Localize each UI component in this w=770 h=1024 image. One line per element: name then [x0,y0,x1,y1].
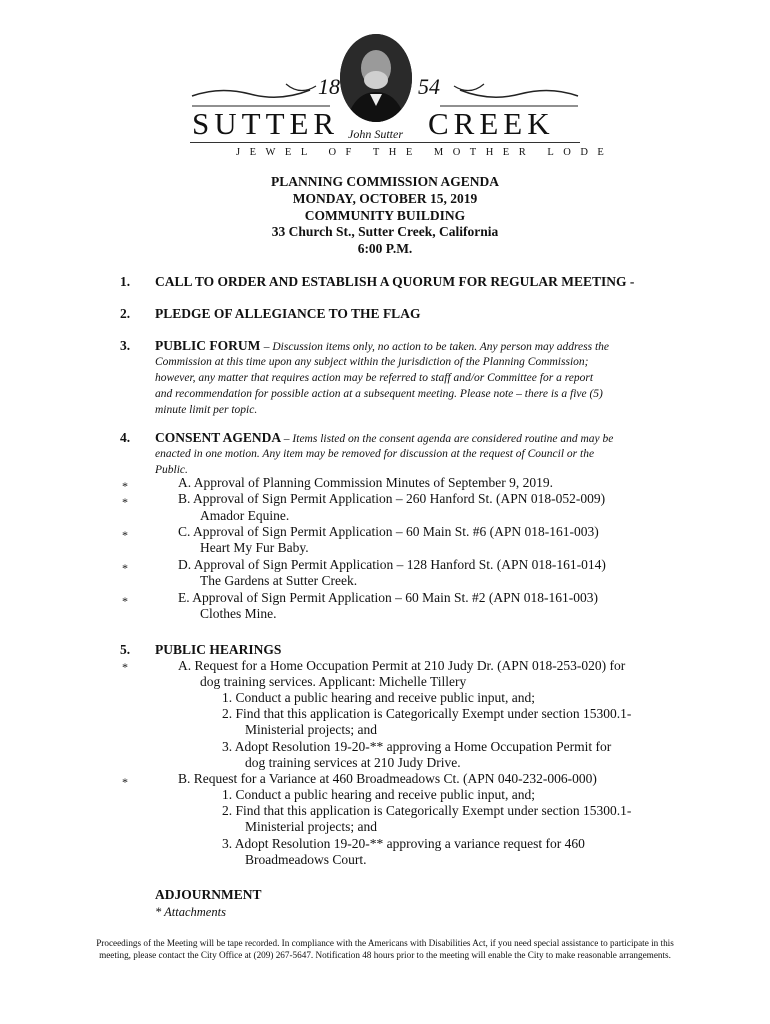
consent-item-b-detail: Amador Equine. [200,508,290,523]
consent-item-d: D. Approval of Sign Permit Application – 128 Hanford St. (APN 018-161-014) [178,557,606,572]
item-public-hearings: PUBLIC HEARINGS [155,642,282,657]
item-number: 3. [120,338,131,353]
hearing-b-step-2: 2. Find that this application is Categorically Exempt under section 15300.1- [222,803,632,818]
item-number: 4. [120,430,131,445]
consent-item-c-detail: Heart My Fur Baby. [200,540,309,555]
attachment-marker: * [122,561,128,575]
hearing-a-step-1: 1. Conduct a public hearing and receive public input, and; [222,690,536,705]
item-consent-agenda [155,430,613,446]
footer-line: meeting, please contact the City Office at (209) 267-5647. Notification 48 hours prior to the meeting will enable the City to make reasonable arrangements. [99,950,671,960]
footer-notice [40,937,730,961]
letterhead [190,34,614,164]
item-number: 1. [120,274,131,289]
consent-item-c: C. Approval of Sign Permit Application – 60 Main St. #6 (APN 018-161-003) [178,524,599,539]
item-description: – Discussion items only, no action to be taken. Any person may address the [263,341,610,353]
attachment-marker: * [122,479,128,493]
attachment-marker: * [122,495,128,509]
hearing-a-step-2: 2. Find that this application is Categorically Exempt under section 15300.1- [222,706,632,721]
attachment-marker: * [122,660,128,674]
signature: John Sutter [348,127,403,141]
attachment-marker: * [122,775,128,789]
description-line: Commission at this time upon any subject within the jurisdiction of the Planning Commission; [155,356,589,368]
consent-item-e-detail: Clothes Mine. [200,606,277,621]
hearing-b-step-2-cont: Ministerial projects; and [245,819,377,834]
meeting-venue: COMMUNITY BUILDING [304,207,466,223]
consent-agenda-description [155,446,655,478]
agenda-header [0,174,770,258]
year-right: 54 [418,74,440,99]
consent-item-b: B. Approval of Sign Permit Application – 260 Hanford St. (APN 018-052-009) [178,491,606,506]
description-line: Public. [155,464,188,476]
decorative-swirl-right [440,78,580,108]
item-description: – Items listed on the consent agenda are considered routine and may be [283,433,614,445]
agenda-title: PLANNING COMMISSION AGENDA [270,174,500,189]
hearing-a-step-2-cont: Ministerial projects; and [245,722,377,737]
item-number: 2. [120,306,131,321]
attachment-marker: * [122,528,128,542]
meeting-date: MONDAY, OCTOBER 15, 2019 [292,190,478,206]
description-line: minute limit per topic. [155,404,258,416]
consent-item-a: A. Approval of Planning Commission Minutes of September 9, 2019. [178,475,553,490]
hearing-a-step-3: 3. Adopt Resolution 19-20-** approving a Home Occupation Permit for [222,739,612,754]
attachments-note: * Attachments [155,905,226,919]
city-name-right: CREEK [428,106,555,141]
item-title: PUBLIC FORUM [155,338,261,353]
public-forum-description [155,354,655,418]
tagline: JEWEL OF THE MOTHER LODE [236,147,614,158]
portrait-image [340,34,412,122]
hearing-b-step-3: 3. Adopt Resolution 19-20-** approving a variance request for 460 [222,836,585,851]
description-line: enacted in one motion. Any item may be removed for discussion at the request of Council or the [155,448,595,460]
meeting-address: 33 Church St., Sutter Creek, California [271,224,499,240]
hearing-a-request: A. Request for a Home Occupation Permit at 210 Judy Dr. (APN 018-253-020) for [178,658,626,673]
consent-item-e: E. Approval of Sign Permit Application – 60 Main St. #2 (APN 018-161-003) [178,590,598,605]
item-public-forum [155,338,609,354]
city-name-left: SUTTER [192,106,340,141]
hearing-b-step-1: 1. Conduct a public hearing and receive public input, and; [222,787,536,802]
hearing-a-step-3-cont: dog training services at 210 Judy Drive. [245,755,461,770]
description-line: however, any matter that requires action may be referred to staff and/or Committee for a report [155,372,594,384]
item-pledge: PLEDGE OF ALLEGIANCE TO THE FLAG [155,306,421,321]
adjournment-title: ADJOURNMENT [155,887,262,902]
item-call-to-order: CALL TO ORDER AND ESTABLISH A QUORUM FOR REGULAR MEETING - [155,274,635,289]
consent-item-d-detail: The Gardens at Sutter Creek. [200,573,358,588]
description-line: and recommendation for possible action at a subsequent meeting. Please note – there is a five (5) [155,388,603,400]
item-number: 5. [120,642,131,657]
attachment-marker: * [122,594,128,608]
item-title: CONSENT AGENDA [155,430,281,445]
tagline-rule [190,142,580,143]
meeting-time: 6:00 P.M. [357,241,413,257]
hearing-b-step-3-cont: Broadmeadows Court. [245,852,367,867]
hearing-a-applicant: dog training services. Applicant: Michelle Tillery [200,674,467,689]
hearing-b-request: B. Request for a Variance at 460 Broadmeadows Ct. (APN 040-232-006-000) [178,771,597,786]
decorative-swirl-left [190,78,330,108]
footer-line: Proceedings of the Meeting will be tape recorded. In compliance with the Americans with Disabilities Act, if you need special assistance to participate in this [96,938,674,948]
year-left: 18 [318,74,340,99]
